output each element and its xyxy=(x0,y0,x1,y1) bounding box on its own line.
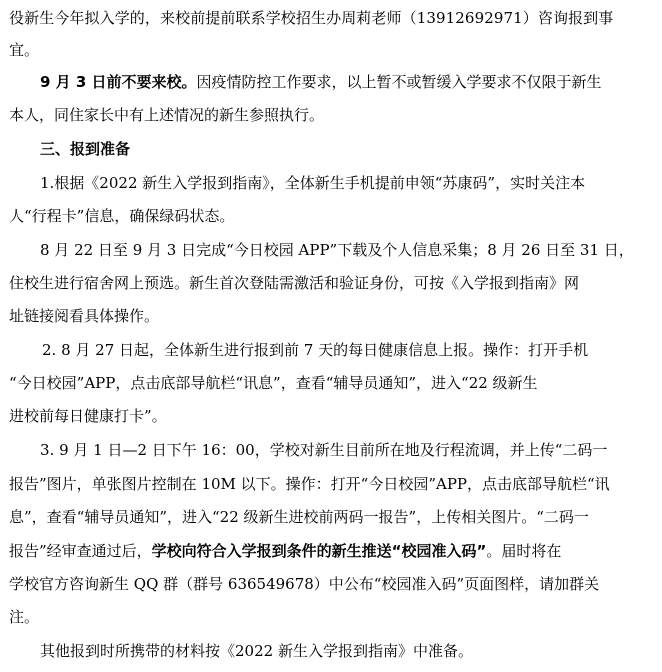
paragraph-line: 2. 8 月 27 日起，全体新生进行报到前 7 天的每日健康信息上报。操作：打开手机 xyxy=(42,341,589,359)
paragraph-line: 宜。 xyxy=(9,41,40,59)
section-title: 三、报到准备 xyxy=(40,140,131,158)
paragraph-line xyxy=(9,541,561,561)
line-text: 报告”经审查通过后， xyxy=(9,542,152,560)
paragraph-line: 学校官方咨询新生 QQ 群（群号 636549678）中公布“校园准入码”页面图样，请加群关 xyxy=(9,575,600,593)
paragraph-line: 3. 9 月 1 日—2 日下午 16：00，学校对新生目前所在地及行程流调，并上传“二码一 xyxy=(40,441,608,459)
paragraph-line: 其他报到时所携带的材料按《2022 新生入学报到指南》中准备。 xyxy=(40,642,473,660)
paragraph-line: 注。 xyxy=(9,608,40,626)
paragraph-line: 报告”图片，单张图片控制在 10M 以下。操作：打开“今日校园”APP，点击底部导航栏“讯 xyxy=(9,475,610,493)
paragraph-line: 8 月 22 日至 9 月 3 日完成“今日校园 APP”下载及个人信息采集；8 月 26 日至 31 日， xyxy=(40,241,634,259)
paragraph-line: “今日校园”APP，点击底部导航栏“讯息”，查看“辅导员通知”，进入“22 级新生 xyxy=(9,374,538,392)
notice-bold-text: 9 月 3 日前不要来校。 xyxy=(40,73,197,91)
line-text: 。届时将在 xyxy=(486,542,562,560)
paragraph-line: 进校前每日健康打卡”。 xyxy=(9,407,167,425)
paragraph-line: 住校生进行宿舍网上预选。新生首次登陆需激活和验证身份，可按《入学报到指南》网 xyxy=(9,274,580,292)
notice-line xyxy=(40,72,602,92)
paragraph-line: 人“行程卡”信息，确保绿码状态。 xyxy=(9,207,235,225)
paragraph-line: 本人，同住家长中有上述情况的新生参照执行。 xyxy=(9,106,325,124)
notice-text: 因疫情防控工作要求，以上暂不或暂缓入学要求不仅限于新生 xyxy=(196,73,602,91)
paragraph-line: 役新生今年拟入学的，来校前提前联系学校招生办周莉老师（13912692971）咨询报到事 xyxy=(9,9,614,27)
paragraph-line: 址链接阅看具体操作。 xyxy=(9,307,160,325)
bold-emphasis-text: 学校向符合入学报到条件的新生推送“校园准入码” xyxy=(151,542,487,560)
paragraph-line: 1.根据《2022 新生入学报到指南》，全体新生手机提前申领“苏康码”，实时关注本 xyxy=(40,174,586,192)
paragraph-line: 息”，查看“辅导员通知”，进入“22 级新生进校前两码一报告”，上传相关图片。“二码一 xyxy=(9,508,589,526)
